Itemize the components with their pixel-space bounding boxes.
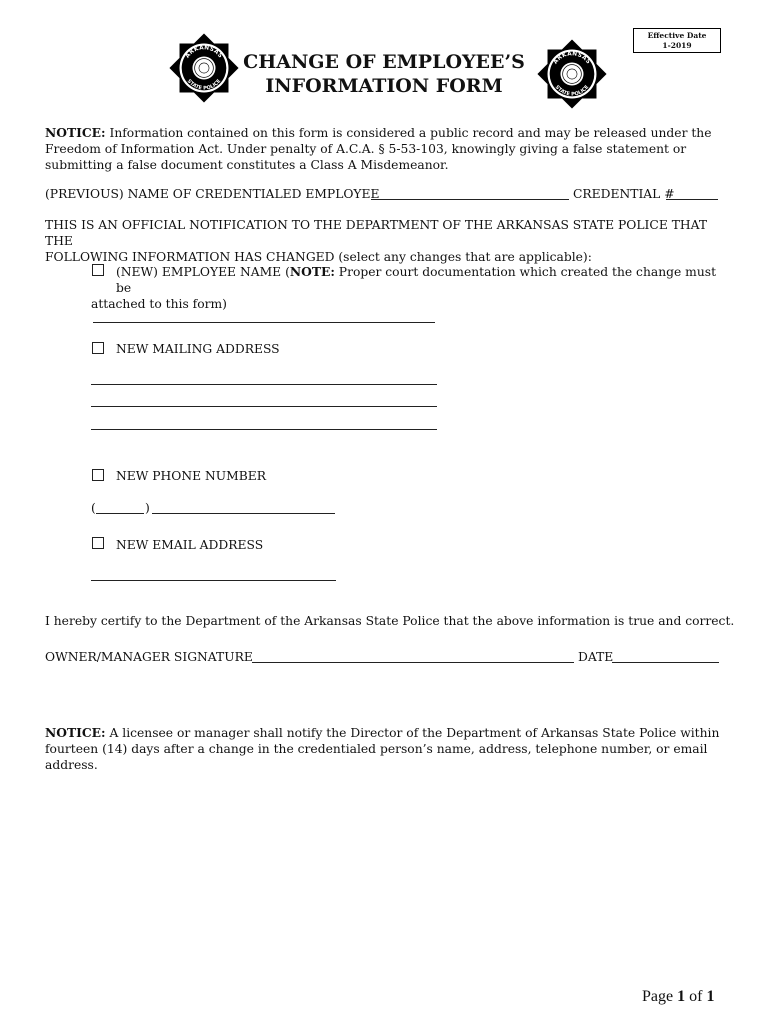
notice-line: fourteen (14) days after a change in the credentialed person’s name, address, telephone number, or email [45, 742, 708, 756]
new-email-checkbox[interactable] [92, 537, 104, 549]
new-name-field[interactable] [93, 322, 435, 323]
official-line: THIS IS AN OFFICIAL NOTIFICATION TO THE DEPARTMENT OF THE ARKANSAS STATE POLICE THAT THE [45, 218, 708, 248]
previous-name-label: (PREVIOUS) NAME OF CREDENTIALED EMPLOYEE [45, 187, 380, 201]
page-current: 1 [677, 988, 686, 1005]
notice-label: NOTICE: [45, 725, 106, 740]
signature-field[interactable] [252, 662, 574, 663]
page-of: of [685, 988, 707, 1005]
note-label: NOTE: [289, 264, 335, 279]
signature-label: OWNER/MANAGER SIGNATURE [45, 650, 253, 664]
notice-line: A licensee or manager shall notify the Director of the Department of Arkansas State Police within [105, 726, 720, 740]
phone-number-field[interactable] [152, 513, 335, 514]
date-field[interactable] [612, 662, 719, 663]
svg-text:STATE POLICE: STATE POLICE [553, 84, 591, 98]
credential-number-field[interactable] [666, 199, 718, 200]
new-name-label: (NEW) EMPLOYEE NAME ( [116, 265, 290, 279]
certify-statement: I hereby certify to the Department of the Arkansas State Police that the above information is true and correct. [45, 614, 735, 628]
email-field[interactable] [91, 580, 336, 581]
official-notification [45, 217, 735, 265]
state-police-badge-left [168, 32, 240, 104]
credential-label: CREDENTIAL # [573, 187, 675, 201]
area-code-field[interactable] [96, 513, 144, 514]
new-name-line2: attached to this form) [91, 297, 227, 311]
state-police-badge-right [536, 38, 608, 110]
date-label: DATE [578, 650, 614, 664]
page-number [642, 988, 714, 1006]
new-phone-label: NEW PHONE NUMBER [116, 469, 266, 483]
notice-line: Information contained on this form is considered a public record and may be released under the [105, 126, 712, 140]
area-code-close-paren: ) [145, 501, 150, 515]
form-title [236, 50, 532, 98]
new-address-label: NEW MAILING ADDRESS [116, 342, 280, 356]
previous-name-field[interactable] [371, 199, 569, 200]
svg-text:ARKANSAS: ARKANSAS [184, 45, 224, 60]
new-name-option [91, 264, 731, 312]
notice-line: submitting a false document constitutes a Class A Misdemeanor. [45, 158, 449, 172]
notice-public-record [45, 125, 735, 173]
form-title-line1: CHANGE OF EMPLOYEE’S [243, 51, 525, 73]
note-text: Proper court documentation which created the change must be [116, 265, 717, 295]
address-line-2-field[interactable] [91, 406, 437, 407]
new-email-label: NEW EMAIL ADDRESS [116, 538, 264, 552]
effective-date-value: 1-2019 [662, 41, 692, 50]
address-line-1-field[interactable] [91, 384, 437, 385]
notice-line: address. [45, 758, 98, 772]
form-title-line2: INFORMATION FORM [265, 75, 503, 97]
address-line-3-field[interactable] [91, 429, 437, 430]
official-line: FOLLOWING INFORMATION HAS CHANGED (select any changes that are applicable): [45, 250, 592, 264]
area-code-open-paren: ( [91, 501, 96, 515]
effective-date-box [633, 28, 721, 53]
new-address-checkbox[interactable] [92, 342, 104, 354]
notice-label: NOTICE: [45, 125, 106, 140]
effective-date-label: Effective Date [647, 31, 707, 40]
svg-text:ARKANSAS: ARKANSAS [552, 51, 592, 66]
svg-text:STATE POLICE: STATE POLICE [185, 78, 223, 92]
page-total: 1 [706, 988, 715, 1005]
new-phone-checkbox[interactable] [92, 469, 104, 481]
notice-line: Freedom of Information Act. Under penalty of A.C.A. § 5-53-103, knowingly giving a false statement or [45, 142, 687, 156]
page-word: Page [642, 988, 678, 1005]
notice-fourteen-days [45, 725, 735, 773]
